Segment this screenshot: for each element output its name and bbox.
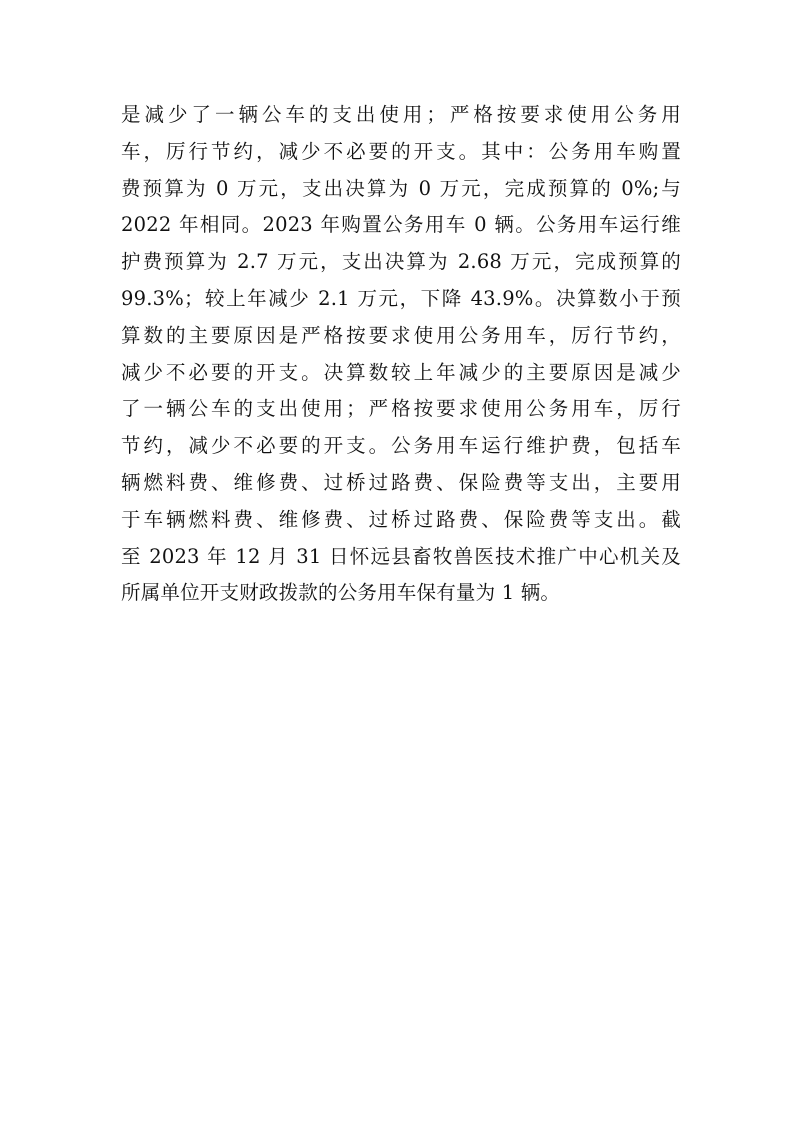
text-line: 2022 年相同。2023 年购置公务用车 0 辆。公务用车运行维 (121, 213, 681, 237)
body-paragraph (121, 97, 681, 612)
text-line: 节约，减少不必要的开支。公务用车运行维护费，包括车 (121, 434, 681, 458)
text-line-last: 所属单位开支财政拨款的公务用车保有量为 1 辆。 (121, 581, 561, 605)
text-line: 车，厉行节约，减少不必要的开支。其中：公务用车购置 (121, 139, 681, 163)
text-line: 算数的主要原因是严格按要求使用公务用车，厉行节约， (121, 323, 681, 347)
text-line: 护费预算为 2.7 万元，支出决算为 2.68 万元，完成预算的 (121, 250, 681, 274)
text-line: 至 2023 年 12 月 31 日怀远县畜牧兽医技术推广中心机关及 (121, 544, 681, 568)
text-line: 99.3%；较上年减少 2.1 万元，下降 43.9%。决算数小于预 (121, 286, 681, 310)
text-line: 费预算为 0 万元，支出决算为 0 万元，完成预算的 0%;与 (121, 176, 681, 200)
text-line: 了一辆公车的支出使用；严格按要求使用公务用车，厉行 (121, 397, 681, 421)
text-line: 辆燃料费、维修费、过桥过路费、保险费等支出，主要用 (121, 470, 681, 494)
text-line: 减少不必要的开支。决算数较上年减少的主要原因是减少 (121, 360, 681, 384)
text-line: 是减少了一辆公车的支出使用；严格按要求使用公务用 (121, 103, 681, 126)
text-line: 于车辆燃料费、维修费、过桥过路费、保险费等支出。截 (121, 507, 681, 531)
